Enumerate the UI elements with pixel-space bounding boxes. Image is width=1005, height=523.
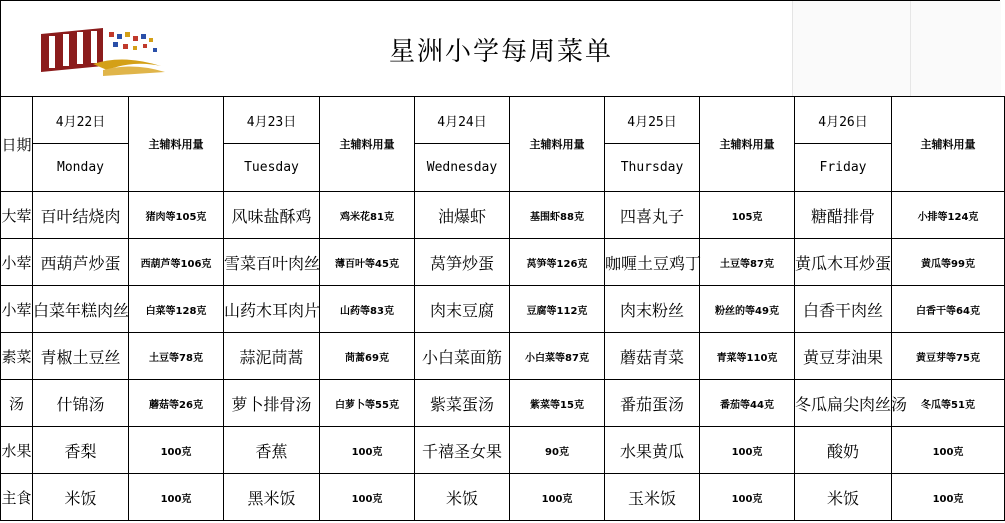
dish-amount: 100克 — [129, 474, 224, 521]
day-date: 4月25日 — [605, 97, 700, 144]
dish-amount: 100克 — [892, 427, 1005, 474]
dish-amount: 100克 — [892, 474, 1005, 521]
dish-name: 水果黄瓜 — [605, 427, 700, 474]
dish-name: 什锦汤 — [33, 380, 129, 427]
dish-amount: 黄瓜等99克 — [892, 239, 1005, 286]
dish-amount: 小白菜等87克 — [510, 333, 605, 380]
dish-name: 莴笋炒蛋 — [415, 239, 510, 286]
dish-amount: 冬瓜等51克 — [892, 380, 1005, 427]
dish-name: 番茄蛋汤 — [605, 380, 700, 427]
dish-amount: 105克 — [700, 192, 795, 239]
menu-row — [1, 333, 1005, 380]
day-date: 4月26日 — [795, 97, 892, 144]
dish-name: 西葫芦炒蛋 — [33, 239, 129, 286]
dish-amount: 土豆等87克 — [700, 239, 795, 286]
dish-amount: 100克 — [700, 427, 795, 474]
dish-name: 黄豆芽油果 — [795, 333, 892, 380]
dish-name: 冬瓜扁尖肉丝汤 — [795, 380, 892, 427]
dish-amount: 蘑菇等26克 — [129, 380, 224, 427]
category-label: 小荤 — [1, 239, 33, 286]
title-area — [0, 0, 1000, 97]
dish-name: 糖醋排骨 — [795, 192, 892, 239]
dish-name: 黑米饭 — [224, 474, 320, 521]
dish-amount: 粉丝的等49克 — [700, 286, 795, 333]
dish-name: 萝卜排骨汤 — [224, 380, 320, 427]
dish-amount: 白萝卜等55克 — [320, 380, 415, 427]
dish-name: 酸奶 — [795, 427, 892, 474]
amount-header: 主辅料用量 — [700, 97, 795, 192]
dish-amount: 白香干等64克 — [892, 286, 1005, 333]
amount-header: 主辅料用量 — [510, 97, 605, 192]
dish-amount: 小排等124克 — [892, 192, 1005, 239]
dish-name: 风味盐酥鸡 — [224, 192, 320, 239]
dish-amount: 100克 — [510, 474, 605, 521]
dish-name: 米饭 — [415, 474, 510, 521]
menu-row — [1, 427, 1005, 474]
dish-amount: 豆腐等112克 — [510, 286, 605, 333]
header-row — [1, 97, 1005, 144]
dish-name: 米饭 — [33, 474, 129, 521]
dish-name: 四喜丸子 — [605, 192, 700, 239]
category-label: 大荤 — [1, 192, 33, 239]
dish-amount: 90克 — [510, 427, 605, 474]
dish-amount: 茼蒿69克 — [320, 333, 415, 380]
menu-row — [1, 286, 1005, 333]
menu-row — [1, 192, 1005, 239]
date-label: 日期 — [1, 97, 33, 192]
dish-name: 米饭 — [795, 474, 892, 521]
dish-amount: 基围虾88克 — [510, 192, 605, 239]
blank-area — [792, 1, 1001, 97]
dish-amount: 薄百叶等45克 — [320, 239, 415, 286]
menu-row — [1, 380, 1005, 427]
dish-amount: 番茄等44克 — [700, 380, 795, 427]
dish-name: 白菜年糕肉丝 — [33, 286, 129, 333]
dish-amount: 青菜等110克 — [700, 333, 795, 380]
dish-amount: 莴笋等126克 — [510, 239, 605, 286]
amount-header: 主辅料用量 — [892, 97, 1005, 192]
day-weekday: Wednesday — [415, 144, 510, 192]
menu-body — [1, 192, 1005, 521]
day-date: 4月23日 — [224, 97, 320, 144]
menu-row — [1, 474, 1005, 521]
dish-amount: 紫菜等15克 — [510, 380, 605, 427]
school-logo-icon — [33, 26, 173, 78]
dish-name: 小白菜面筋 — [415, 333, 510, 380]
dish-name: 蘑菇青菜 — [605, 333, 700, 380]
dish-amount: 猪肉等105克 — [129, 192, 224, 239]
amount-header: 主辅料用量 — [129, 97, 224, 192]
dish-name: 紫菜蛋汤 — [415, 380, 510, 427]
day-weekday: Thursday — [605, 144, 700, 192]
dish-name: 咖喱土豆鸡丁 — [605, 239, 700, 286]
dish-name: 山药木耳肉片 — [224, 286, 320, 333]
day-weekday: Monday — [33, 144, 129, 192]
dish-name: 玉米饭 — [605, 474, 700, 521]
dish-amount: 100克 — [320, 474, 415, 521]
menu-table — [0, 96, 1005, 521]
dish-name: 雪菜百叶肉丝 — [224, 239, 320, 286]
dish-amount: 鸡米花81克 — [320, 192, 415, 239]
dish-amount: 100克 — [129, 427, 224, 474]
dish-name: 青椒土豆丝 — [33, 333, 129, 380]
day-weekday: Friday — [795, 144, 892, 192]
dish-name: 香梨 — [33, 427, 129, 474]
day-weekday: Tuesday — [224, 144, 320, 192]
category-label: 汤 — [1, 380, 33, 427]
dish-amount: 黄豆芽等75克 — [892, 333, 1005, 380]
amount-header: 主辅料用量 — [320, 97, 415, 192]
category-label: 素菜 — [1, 333, 33, 380]
dish-name: 蒜泥茼蒿 — [224, 333, 320, 380]
dish-amount: 100克 — [320, 427, 415, 474]
category-label: 主食 — [1, 474, 33, 521]
dish-amount: 山药等83克 — [320, 286, 415, 333]
dish-name: 黄瓜木耳炒蛋 — [795, 239, 892, 286]
dish-name: 油爆虾 — [415, 192, 510, 239]
category-label: 小荤 — [1, 286, 33, 333]
dish-name: 白香干肉丝 — [795, 286, 892, 333]
menu-row — [1, 239, 1005, 286]
dish-amount: 白菜等128克 — [129, 286, 224, 333]
dish-amount: 西葫芦等106克 — [129, 239, 224, 286]
day-date: 4月22日 — [33, 97, 129, 144]
dish-name: 香蕉 — [224, 427, 320, 474]
dish-amount: 土豆等78克 — [129, 333, 224, 380]
page-title: 星洲小学每周菜单 — [388, 37, 613, 67]
dish-name: 百叶结烧肉 — [33, 192, 129, 239]
dish-amount: 100克 — [700, 474, 795, 521]
dish-name: 肉末粉丝 — [605, 286, 700, 333]
day-date: 4月24日 — [415, 97, 510, 144]
dish-name: 千禧圣女果 — [415, 427, 510, 474]
category-label: 水果 — [1, 427, 33, 474]
dish-name: 肉末豆腐 — [415, 286, 510, 333]
